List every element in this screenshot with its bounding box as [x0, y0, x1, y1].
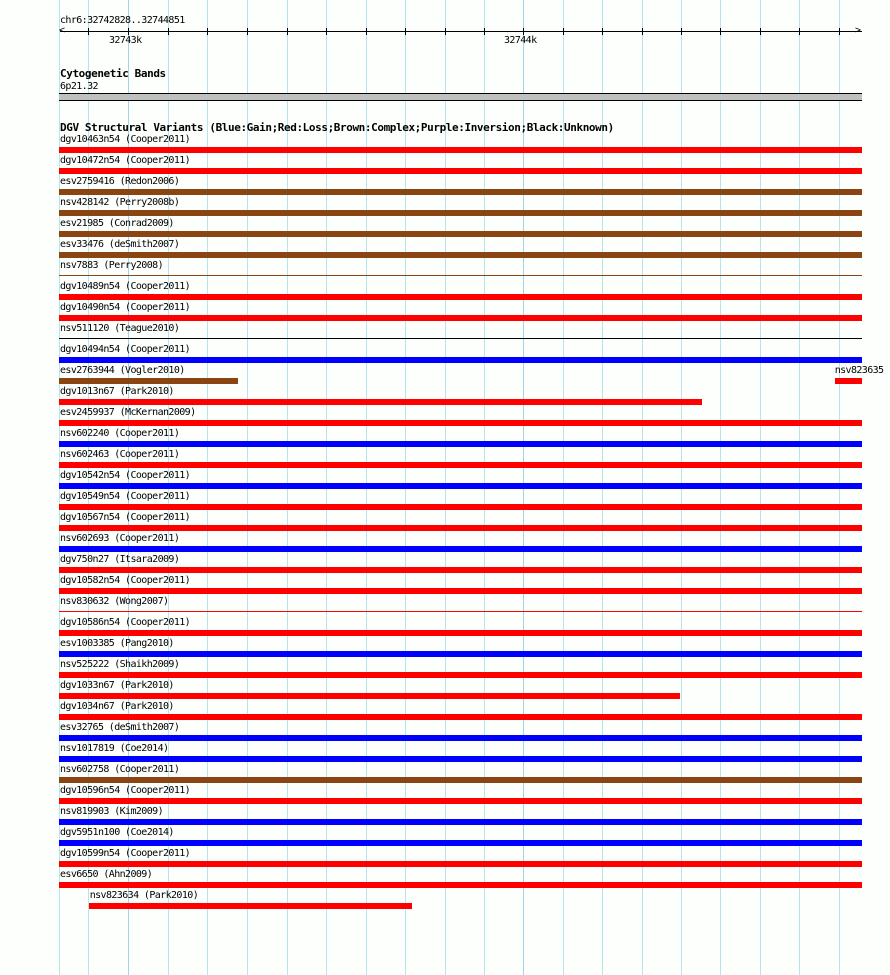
sv-feature-label: dgv10567n54 (Cooper2011)	[60, 512, 191, 523]
sv-feature-bar-loss[interactable]	[59, 611, 862, 612]
sv-feature-label: nsv602758 (Cooper2011)	[60, 764, 180, 775]
sv-feature-bar-loss[interactable]	[59, 168, 862, 174]
sv-feature-bar-loss[interactable]	[59, 294, 862, 300]
sv-feature-bar-gain[interactable]	[59, 840, 862, 846]
sv-feature-bar-complex[interactable]	[59, 189, 862, 195]
sv-feature-label: esv1003385 (Pang2010)	[60, 638, 174, 649]
sv-feature-label: dgv10472n54 (Cooper2011)	[60, 155, 191, 166]
sv-feature-label: esv6650 (Ahn2009)	[60, 869, 153, 880]
sv-feature-bar-complex[interactable]	[59, 252, 862, 258]
sv-feature-bar-loss[interactable]	[59, 525, 862, 531]
ruler-tick	[88, 28, 89, 35]
sv-feature-label: dgv10582n54 (Cooper2011)	[60, 575, 191, 586]
sv-feature-bar-gain[interactable]	[59, 357, 862, 363]
sv-feature-bar-gain[interactable]	[59, 483, 862, 489]
sv-feature-bar-loss[interactable]	[59, 714, 862, 720]
sv-feature-bar-loss[interactable]	[59, 588, 862, 594]
ruler-tick	[287, 28, 288, 35]
ruler-tick-label: 32743k	[109, 35, 142, 46]
sv-feature-bar-complex[interactable]	[59, 378, 238, 384]
ruler-axis	[60, 31, 862, 32]
sv-feature-bar-gain[interactable]	[59, 546, 862, 552]
sv-feature-bar-gain[interactable]	[59, 441, 862, 447]
sv-feature-label: nsv7883 (Perry2008)	[60, 260, 163, 271]
sv-feature-label: dgv1013n67 (Park2010)	[60, 386, 174, 397]
sv-feature-label: dgv10463n54 (Cooper2011)	[60, 134, 191, 145]
sv-feature-label: dgv1034n67 (Park2010)	[60, 701, 174, 712]
sv-feature-bar-loss[interactable]	[59, 315, 862, 321]
sv-feature-bar-loss[interactable]	[59, 420, 862, 426]
sv-feature-label: nsv602463 (Cooper2011)	[60, 449, 180, 460]
ruler-right-arrow-icon[interactable]: >	[855, 25, 862, 36]
sv-feature-label: esv2459937 (McKernan2009)	[60, 407, 196, 418]
sv-feature-bar-gain[interactable]	[59, 819, 862, 825]
sv-feature-bar-loss[interactable]	[59, 147, 862, 153]
sv-feature-label: nsv602693 (Cooper2011)	[60, 533, 180, 544]
ruler-tick	[326, 28, 327, 35]
sv-feature-bar-gain[interactable]	[59, 651, 862, 657]
ruler-tick-label: 32744k	[504, 35, 537, 46]
sv-feature-label: dgv10490n54 (Cooper2011)	[60, 302, 191, 313]
sv-feature-label: esv2763944 (Vogler2010)	[60, 365, 185, 376]
sv-feature-label: esv21985 (Conrad2009)	[60, 218, 174, 229]
cytoband-track-title: Cytogenetic Bands	[60, 67, 166, 80]
sv-feature-bar-loss[interactable]	[59, 798, 862, 804]
sv-feature-label: nsv1017819 (Coe2014)	[60, 743, 169, 754]
sv-feature-bar-loss[interactable]	[59, 861, 862, 867]
sv-feature-label: nsv602240 (Cooper2011)	[60, 428, 180, 439]
sv-feature-label: nsv428142 (Perry2008b)	[60, 197, 180, 208]
sv-feature-label: dgv10494n54 (Cooper2011)	[60, 344, 191, 355]
sv-feature-label: dgv5951n100 (Coe2014)	[60, 827, 174, 838]
sv-feature-bar-loss[interactable]	[59, 399, 702, 405]
sv-feature-label: dgv10596n54 (Cooper2011)	[60, 785, 191, 796]
sv-feature-label: nsv823634 (Park2010)	[89, 890, 199, 901]
ruler-tick	[799, 28, 800, 35]
ruler-tick	[405, 28, 406, 35]
sv-feature-label: dgv10599n54 (Cooper2011)	[60, 848, 191, 859]
ruler-range-label: chr6:32742828..32744851	[60, 15, 185, 26]
sv-feature-label: dgv10586n54 (Cooper2011)	[60, 617, 191, 628]
ruler-tick	[247, 28, 248, 35]
sv-feature-bar-loss[interactable]	[59, 504, 862, 510]
sv-feature-label: nsv525222 (Shaikh2009)	[60, 659, 180, 670]
sv-feature-bar-complex[interactable]	[59, 275, 862, 276]
ruler-tick	[168, 28, 169, 35]
sv-feature-bar-loss[interactable]	[59, 693, 680, 699]
cytoband-bar[interactable]	[59, 93, 862, 101]
sv-feature-label: nsv819903 (Kim2009)	[60, 806, 163, 817]
sv-feature-bar-loss[interactable]	[59, 462, 862, 468]
dgv-track-title: DGV Structural Variants (Blue:Gain;Red:Loss;Brown:Complex;Purple:Inversion;Black:Unknown)	[60, 121, 614, 134]
sv-feature-label: dgv10489n54 (Cooper2011)	[60, 281, 191, 292]
sv-feature-label: nsv823635	[834, 365, 884, 376]
ruler-tick	[445, 28, 446, 35]
ruler-tick	[523, 28, 524, 35]
ruler-tick	[760, 28, 761, 35]
ruler-tick	[484, 28, 485, 35]
sv-feature-bar-loss[interactable]	[59, 882, 862, 888]
sv-feature-label: nsv830632 (Wong2007)	[60, 596, 169, 607]
sv-feature-bar-unknown[interactable]	[59, 338, 862, 339]
ruler-tick	[681, 28, 682, 35]
sv-feature-bar-loss[interactable]	[59, 630, 862, 636]
sv-feature-label: esv2759416 (Redon2006)	[60, 176, 180, 187]
sv-feature-bar-loss[interactable]	[89, 903, 412, 909]
ruler-tick	[602, 28, 603, 35]
sv-feature-label: dgv750n27 (Itsara2009)	[60, 554, 180, 565]
sv-feature-bar-gain[interactable]	[59, 756, 862, 762]
ruler-tick	[720, 28, 721, 35]
ruler-tick	[642, 28, 643, 35]
sv-feature-bar-complex[interactable]	[59, 210, 862, 216]
sv-feature-label: esv32765 (deSmith2007)	[60, 722, 180, 733]
sv-feature-bar-loss[interactable]	[59, 567, 862, 573]
sv-feature-label: nsv511120 (Teague2010)	[60, 323, 180, 334]
ruler-tick	[207, 28, 208, 35]
sv-feature-bar-loss[interactable]	[59, 672, 862, 678]
sv-feature-label: dgv10549n54 (Cooper2011)	[60, 491, 191, 502]
sv-feature-label: dgv1033n67 (Park2010)	[60, 680, 174, 691]
cytoband-label: 6p21.32	[60, 81, 98, 92]
ruler-tick	[563, 28, 564, 35]
sv-feature-bar-complex[interactable]	[59, 777, 862, 783]
ruler-tick	[128, 28, 129, 35]
ruler-tick	[366, 28, 367, 35]
sv-feature-label: esv33476 (deSmith2007)	[60, 239, 180, 250]
sv-feature-bar-gain[interactable]	[59, 735, 862, 741]
sv-feature-bar-loss[interactable]	[835, 378, 862, 384]
ruler-tick	[839, 28, 840, 35]
sv-feature-label: dgv10542n54 (Cooper2011)	[60, 470, 191, 481]
sv-feature-bar-complex[interactable]	[59, 231, 862, 237]
